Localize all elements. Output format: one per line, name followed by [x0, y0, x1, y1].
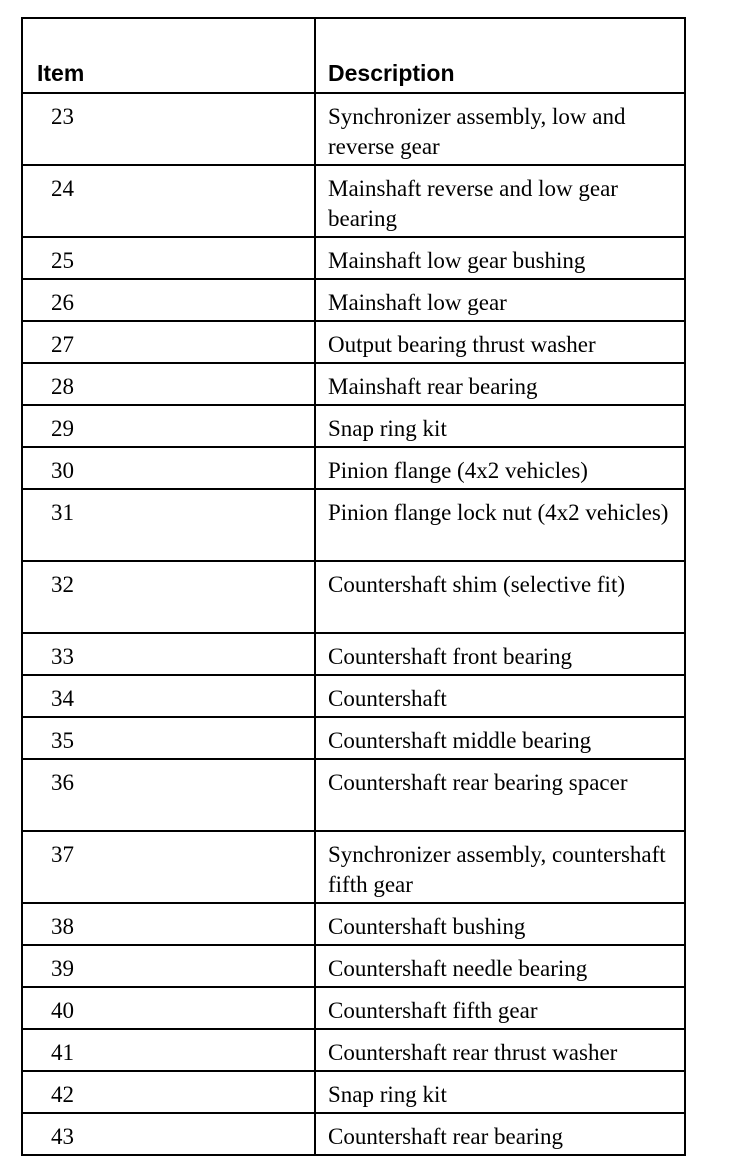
item-description: Countershaft fifth gear	[315, 987, 685, 1029]
item-number: 43	[22, 1113, 315, 1155]
item-number: 33	[22, 633, 315, 675]
table-row	[22, 759, 685, 831]
table-row	[22, 1113, 685, 1155]
table-row	[22, 165, 685, 237]
table-row	[22, 561, 685, 633]
table-row	[22, 279, 685, 321]
item-number: 28	[22, 363, 315, 405]
item-number: 41	[22, 1029, 315, 1071]
item-description: Snap ring kit	[315, 405, 685, 447]
table-row	[22, 237, 685, 279]
description-column-header: Description	[315, 18, 685, 93]
item-description: Countershaft	[315, 675, 685, 717]
item-description: Output bearing thrust washer	[315, 321, 685, 363]
item-number: 36	[22, 759, 315, 831]
parts-table	[21, 17, 686, 1156]
table-row	[22, 903, 685, 945]
item-column-header: Item	[22, 18, 315, 93]
item-description: Countershaft shim (selective fit)	[315, 561, 685, 633]
item-description: Countershaft front bearing	[315, 633, 685, 675]
item-description: Mainshaft low gear bushing	[315, 237, 685, 279]
table-row	[22, 831, 685, 903]
item-description: Pinion flange (4x2 vehicles)	[315, 447, 685, 489]
item-description: Countershaft rear thrust washer	[315, 1029, 685, 1071]
table-row	[22, 945, 685, 987]
item-description: Synchronizer assembly, low and reverse gear	[315, 93, 685, 165]
table-row	[22, 675, 685, 717]
item-number: 37	[22, 831, 315, 903]
table-row	[22, 321, 685, 363]
item-description: Mainshaft reverse and low gear bearing	[315, 165, 685, 237]
item-description: Countershaft rear bearing	[315, 1113, 685, 1155]
item-number: 38	[22, 903, 315, 945]
table-row	[22, 405, 685, 447]
item-number: 23	[22, 93, 315, 165]
item-number: 35	[22, 717, 315, 759]
item-number: 40	[22, 987, 315, 1029]
item-number: 32	[22, 561, 315, 633]
table-row	[22, 633, 685, 675]
item-description: Countershaft needle bearing	[315, 945, 685, 987]
item-number: 42	[22, 1071, 315, 1113]
item-description: Snap ring kit	[315, 1071, 685, 1113]
item-description: Countershaft middle bearing	[315, 717, 685, 759]
table-header-row	[22, 18, 685, 93]
item-number: 31	[22, 489, 315, 561]
item-number: 27	[22, 321, 315, 363]
item-description: Countershaft rear bearing spacer	[315, 759, 685, 831]
item-description: Synchronizer assembly, countershaft fifth gear	[315, 831, 685, 903]
table-row	[22, 447, 685, 489]
table-row	[22, 717, 685, 759]
item-description: Mainshaft low gear	[315, 279, 685, 321]
table-row	[22, 489, 685, 561]
item-number: 39	[22, 945, 315, 987]
item-description: Pinion flange lock nut (4x2 vehicles)	[315, 489, 685, 561]
table-row	[22, 987, 685, 1029]
item-description: Countershaft bushing	[315, 903, 685, 945]
item-number: 26	[22, 279, 315, 321]
table-row	[22, 1071, 685, 1113]
item-description: Mainshaft rear bearing	[315, 363, 685, 405]
item-number: 34	[22, 675, 315, 717]
item-number: 29	[22, 405, 315, 447]
item-number: 24	[22, 165, 315, 237]
item-number: 25	[22, 237, 315, 279]
table-row	[22, 363, 685, 405]
table-row	[22, 1029, 685, 1071]
item-number: 30	[22, 447, 315, 489]
table-row	[22, 93, 685, 165]
